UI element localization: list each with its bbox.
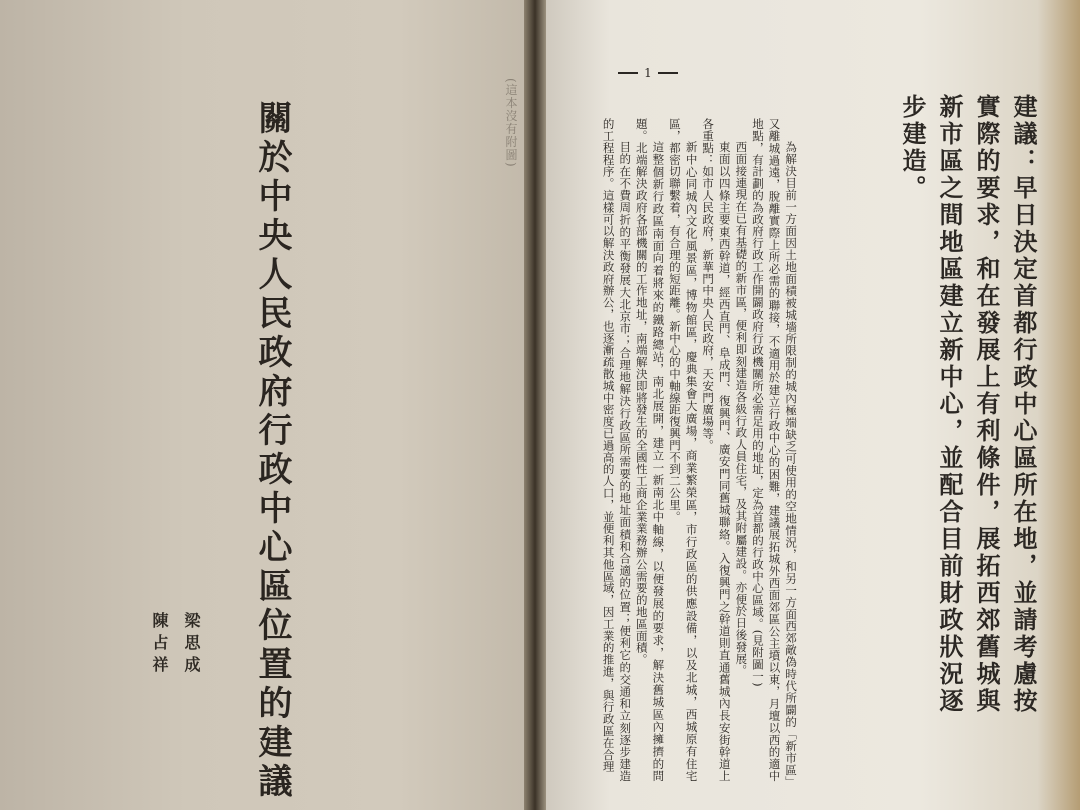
heading-label: 建議： bbox=[1009, 94, 1038, 175]
book-spine bbox=[524, 0, 546, 810]
body-paragraph: 目的在不費周折的平衡發展大北京市；合理地解決行政區所需要的地址面積和合適的位置；便利它的交通和立刻逐步建造的工程程序。這樣可以解決政府辦公，也逐漸疏散城中密度已過高的人口，並便利其他區域，因工業的推進，與行政區在合理 bbox=[601, 118, 633, 782]
body-paragraph: 這整個新行政區南面向着將來的鐵路總站，南北展開，建立一新南北中軸線，以便發展的要求，解決舊城區內擁擠的問題。北端解決政府各部機關的工作地址，南端解決即將發生的全國性工商企業業務辦公需要的地區面積。 bbox=[634, 118, 666, 782]
author-name-1: 梁思成 bbox=[182, 612, 201, 678]
left-page bbox=[0, 0, 530, 810]
body-paragraph: 東面以四條主要東西幹道，經西直門、阜成門、復興門、廣安門同舊城聯絡。入復興門之幹道則直通舊城內長安街幹道上各重點：如市人民政府，新華門中央人民政府，天安門廣場等。 bbox=[701, 118, 732, 782]
heading-text: 早日決定首都行政中心區所在地，並請考慮按實際的要求，和在發展上有利條件，展拓西郊舊城與新市區之間地區建立新中心，並配合目前財政狀況逐步建造。 bbox=[898, 94, 1038, 715]
annotation-note: ( 這本沒有附圖 ) bbox=[503, 78, 520, 167]
author-name-2: 陳占祥 bbox=[150, 612, 169, 678]
document-title: 關於中央人民政府行政中心區位置的建議 bbox=[252, 100, 292, 802]
proposal-heading bbox=[894, 94, 1042, 734]
page-number-value: 1 bbox=[644, 66, 652, 80]
body-paragraph: 新中心同城內文化風景區，博物館區，慶典集會大廣場，商業繁榮區，市行政區的供應設備，以及北城，西城原有住宅區，都密切聯繫着，有合理的短距離。新中心的中軸線距復興門不到二公里。 bbox=[667, 118, 699, 782]
body-paragraph: 為解決目前一方面因土地面積被城墻所限制的城內極端缺乏可使用的空地情況，和另一方面西郊敵偽時代所闢的「新市區」又離城過遠，脫離實際上所必需的聯接，不適用於建立行政中心的困難，建議展拓城外西面郊區公主墳以東，月壇以西的適中地點，有計劃的為政府行政工作開闢政府行政機關所必需足用的地址，定為首都的行政中心區域。(見附圖一) bbox=[750, 118, 799, 782]
body-text bbox=[600, 118, 799, 782]
page-number bbox=[617, 66, 679, 80]
body-paragraph: 西面接連現在已有基礎的新市區，便利即刻建造各級行政人員住宅，及其附屬建設。亦便於日後發展。 bbox=[734, 141, 749, 677]
